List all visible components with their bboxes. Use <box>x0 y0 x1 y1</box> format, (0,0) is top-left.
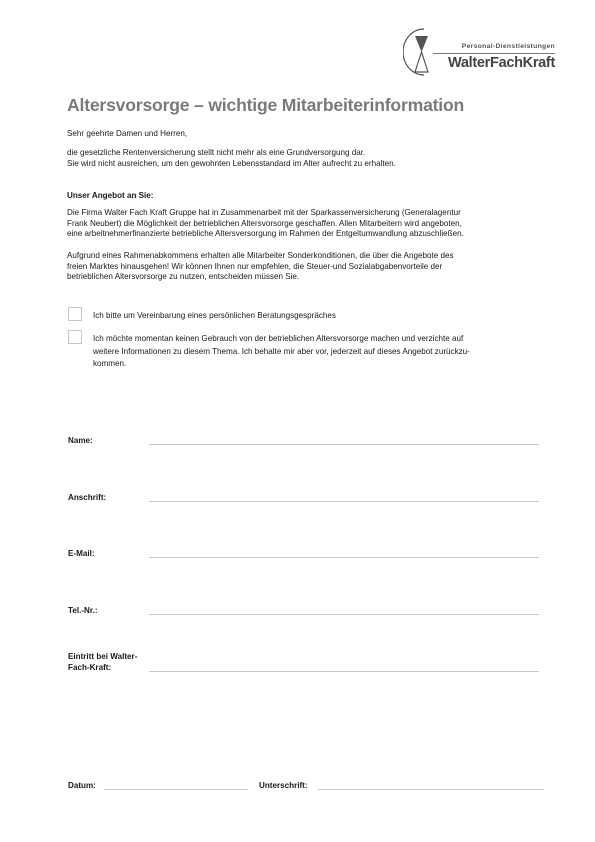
logo-mark-icon <box>403 28 429 76</box>
phone-field[interactable] <box>149 614 539 615</box>
consultation-checkbox[interactable] <box>68 307 82 321</box>
option-line: Ich möchte momentan keinen Gebrauch von der betrieblichen Altersvorsorge machen und verzichte auf <box>93 334 464 343</box>
offer-line: Die Firma Walter Fach Kraft Gruppe hat in Zusammenarbeit mit der Sparkassenversicherung (Generalagentur <box>67 208 461 217</box>
offer-line: Frank Neubert) die Möglichkeit der betrieblichen Altersvorsorge geschaffen. Allen Mitarbeitern wird angeboten, <box>67 218 462 228</box>
logo-divider <box>433 53 555 54</box>
entry-label-line: Eintritt bei Walter- <box>68 652 138 661</box>
option-line: kommen. <box>93 359 127 369</box>
offer-line: freien Marktes hinausgehen! Wir können Ihnen nur empfehlen, die Steuer-und Sozialabgabenvorteile der <box>67 261 443 271</box>
phone-label: Tel.-Nr.: <box>68 606 98 615</box>
decline-checkbox[interactable] <box>68 330 82 344</box>
intro-paragraph <box>67 148 396 169</box>
consultation-option-label <box>93 310 336 323</box>
entry-date-field[interactable] <box>149 671 539 672</box>
name-field[interactable] <box>149 444 539 445</box>
entry-date-label <box>68 652 137 673</box>
decline-option-label <box>93 333 470 371</box>
signature-field[interactable] <box>318 789 544 790</box>
logo-tagline: Personal-Dienstleistungen <box>461 43 555 50</box>
offer-paragraph-1 <box>67 208 464 240</box>
date-label: Datum: <box>68 781 96 790</box>
offer-heading: Unser Angebot an Sie: <box>67 191 154 200</box>
option-line: Ich bitte um Vereinbarung eines persönlichen Beratungsgespräches <box>93 311 336 320</box>
name-label: Name: <box>68 436 93 445</box>
offer-line: betrieblichen Altersvorsorge zu nutzen, entscheiden müssen Sie. <box>67 272 300 282</box>
date-field[interactable] <box>104 789 248 790</box>
option-line: weitere Informationen zu diesem Thema. Ich behalte mir aber vor, jederzeit auf dieses Angebot zurückzu- <box>93 346 470 356</box>
salutation: Sehr geehrte Damen und Herren, <box>67 129 188 138</box>
offer-paragraph-2 <box>67 251 454 283</box>
offer-line: eine arbeitnehmerfinanzierte betriebliche Altersversorgung im Rahmen der Entgeltumwandlung abzuschließen. <box>67 229 464 239</box>
intro-line: Sie wird nicht ausreichen, um den gewohnten Lebensstandard im Alter aufrecht zu erhalten. <box>67 158 396 168</box>
entry-label-line: Fach-Kraft: <box>68 662 112 672</box>
intro-line: die gesetzliche Rentenversicherung stellt nicht mehr als eine Grundversorgung dar. <box>67 148 366 157</box>
address-field[interactable] <box>149 501 539 502</box>
email-label: E-Mail: <box>68 549 95 558</box>
address-label: Anschrift: <box>68 493 107 502</box>
logo-name: WalterFachKraft <box>448 55 555 71</box>
email-field[interactable] <box>149 557 539 558</box>
page-title: Altersvorsorge – wichtige Mitarbeiterinformation <box>67 95 465 115</box>
signature-label: Unterschrift: <box>259 781 308 790</box>
offer-line: Aufgrund eines Rahmenabkommens erhalten alle Mitarbeiter Sonderkonditionen, die über die Angebote des <box>67 251 454 260</box>
